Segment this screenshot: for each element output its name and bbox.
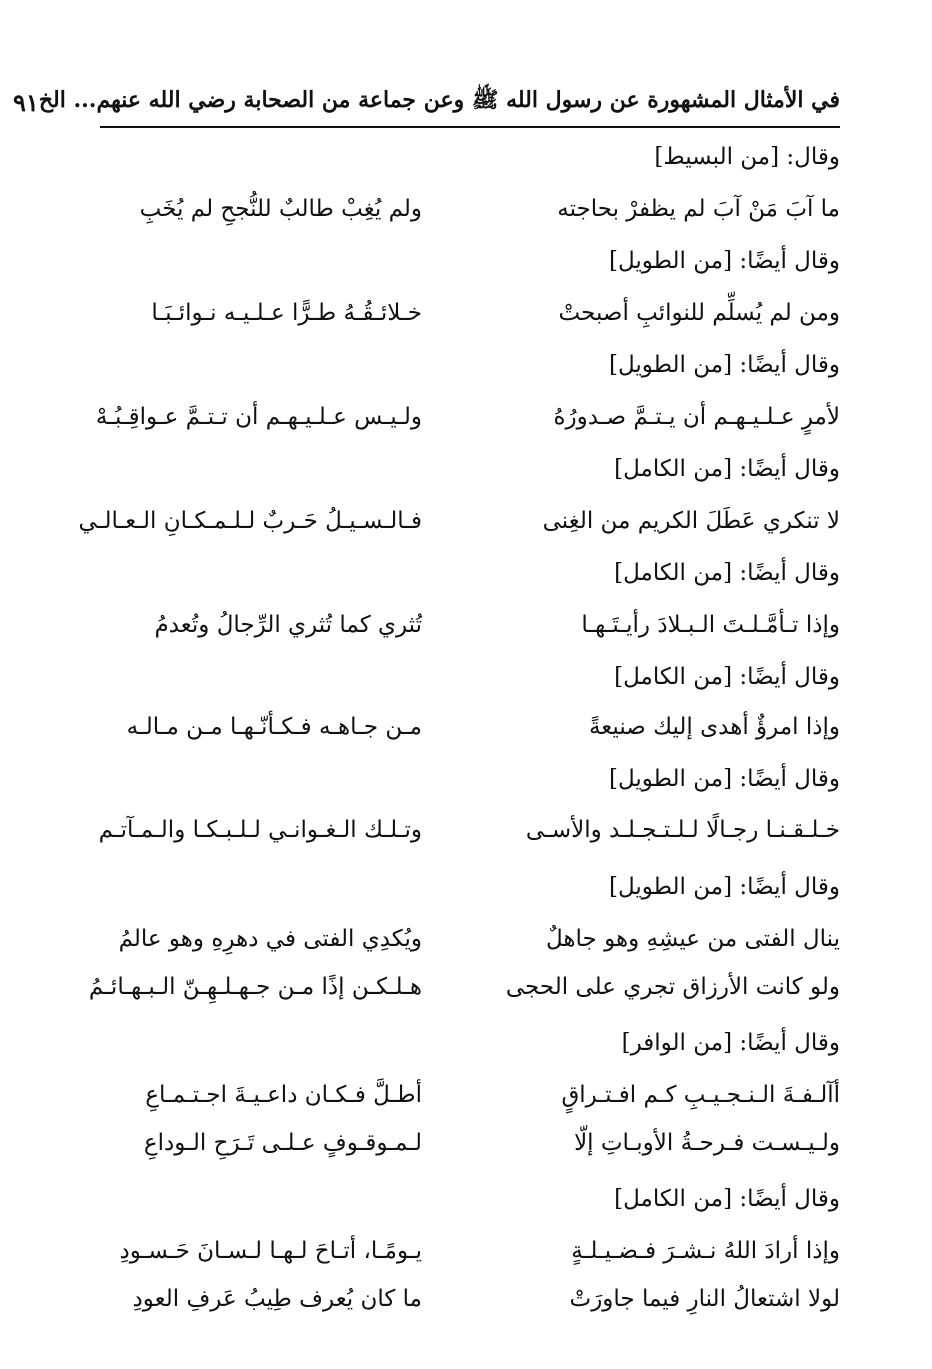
- header-rule: [100, 126, 840, 128]
- verse-second-hemistich: لـمـوقـوفٍ عـلـى تَـرَحِ الـوداعِ: [143, 1130, 422, 1156]
- poem-intro: وقال أيضًا: [من الطويل]: [609, 352, 840, 378]
- running-title: في الأمثال المشهورة عن رسول الله ﷺ وعن جماعة من الصحابة رضي الله عنهم... الخ: [38, 87, 840, 113]
- verse-second-hemistich: ولـيـس عـلـيـهـم أن تـتـمَّ عـواقِـبُـهْ: [95, 404, 422, 430]
- verse-second-hemistich: ولم يُغِبْ طالبٌ للنُّجحِ لم يُخَبِ: [139, 196, 422, 222]
- verse-first-hemistich: ينال الفتى من عيشِهِ وهو جاهلٌ: [546, 926, 840, 952]
- verse-line: [100, 1130, 840, 1156]
- verse-first-hemistich: أآلـفـةَ الـنـجـيـبِ كـم افـتـراقٍ: [561, 1082, 840, 1108]
- verse-line: [95, 404, 840, 430]
- verse-first-hemistich: لولا اشتعالُ النارِ فيما جاورَتْ: [569, 1286, 840, 1312]
- poem-intro: وقال أيضًا: [من الكامل]: [614, 1186, 840, 1212]
- verse-second-hemistich: مـن جـاهـه فـكـأنّـهـا مـن مـالـه: [126, 714, 422, 740]
- poem-intro: وقال: [من البسيط]: [654, 144, 840, 170]
- verse-line: [78, 508, 840, 534]
- verse-first-hemistich: وإذا امرؤٌ أهدى إليك صنيعةً: [588, 714, 840, 740]
- page-number: ٩١: [13, 87, 39, 117]
- verse-first-hemistich: وإذا تـأمَّـلـتَ الـبـلادَ رأيـتَـهـا: [581, 612, 840, 638]
- verse-first-hemistich: ما آبَ مَنْ آبَ لم يظفرْ بحاجته: [557, 196, 840, 222]
- verse-first-hemistich: وإذا أرادَ اللهُ نـشـرَ فـضـيـلـةٍ: [571, 1238, 840, 1264]
- verse-second-hemistich: يـومًـا، أتـاحَ لـهـا لـسـانَ حَـسـودِ: [119, 1238, 422, 1264]
- verse-second-hemistich: خـلائـقُـهُ طـرًّا عـلـيـه نـوائـبَـا: [151, 300, 422, 326]
- running-header: [13, 82, 840, 122]
- verse-second-hemistich: وتـلـك الـغـوانـي لـلـبـكـا والـمـآتـم: [98, 817, 422, 843]
- verse-line: [100, 714, 840, 740]
- poem-intro: وقال أيضًا: [من الكامل]: [614, 560, 840, 586]
- verse-second-hemistich: تُثري كما تُثري الرِّجالُ وتُعدمُ: [154, 612, 422, 638]
- verse-line: [100, 1286, 840, 1312]
- verse-line: [100, 196, 840, 222]
- verse-line: [100, 926, 840, 952]
- poem-intro: وقال أيضًا: [من الكامل]: [614, 664, 840, 690]
- verse-line: [88, 974, 840, 1000]
- verse-first-hemistich: لأمرٍ عـلـيـهـم أن يـتـمَّ صـدورُهُ: [553, 404, 840, 430]
- verse-first-hemistich: خـلـقـنـا رجـالًا لـلـتـجـلـد والأسـى: [525, 817, 840, 843]
- verse-line: [100, 300, 840, 326]
- verse-line: [100, 1082, 840, 1108]
- verse-second-hemistich: ما كان يُعرف طِيبُ عَرفِ العودِ: [132, 1286, 422, 1312]
- poem-intro: وقال أيضًا: [من الوافر]: [621, 1030, 840, 1056]
- poem-intro: وقال أيضًا: [من الكامل]: [614, 456, 840, 482]
- verse-line: [100, 612, 840, 638]
- verse-second-hemistich: ويُكدِي الفتى في دهرِهِ وهو عالمُ: [118, 926, 422, 952]
- verse-first-hemistich: لا تنكري عَطَلَ الكريم من الغِنى: [542, 508, 840, 534]
- poem-intro: وقال أيضًا: [من الطويل]: [609, 766, 840, 792]
- verse-first-hemistich: ولـيـسـت فـرحـةُ الأوبـاتِ إلّا: [574, 1130, 840, 1156]
- poem-intro: وقال أيضًا: [من الطويل]: [609, 248, 840, 274]
- verse-first-hemistich: ومن لم يُسلِّم للنوائبِ أصبحتْ: [558, 300, 840, 326]
- verse-second-hemistich: هـلـكـن إذًا مـن جـهـلـهِـنّ الـبـهـائـمُ: [88, 974, 422, 1000]
- verse-first-hemistich: ولو كانت الأرزاق تجري على الحجى: [505, 974, 840, 1000]
- verse-line: [100, 1238, 840, 1264]
- poem-intro: وقال أيضًا: [من الطويل]: [609, 874, 840, 900]
- verse-second-hemistich: فـالـسـيـلُ حَـربٌ لـلـمـكـانِ الـعـالـي: [78, 508, 422, 534]
- verse-line: [100, 817, 840, 843]
- verse-second-hemistich: أطـلَّ فـكـان داعـيـةَ اجـتـمـاعِ: [145, 1082, 422, 1108]
